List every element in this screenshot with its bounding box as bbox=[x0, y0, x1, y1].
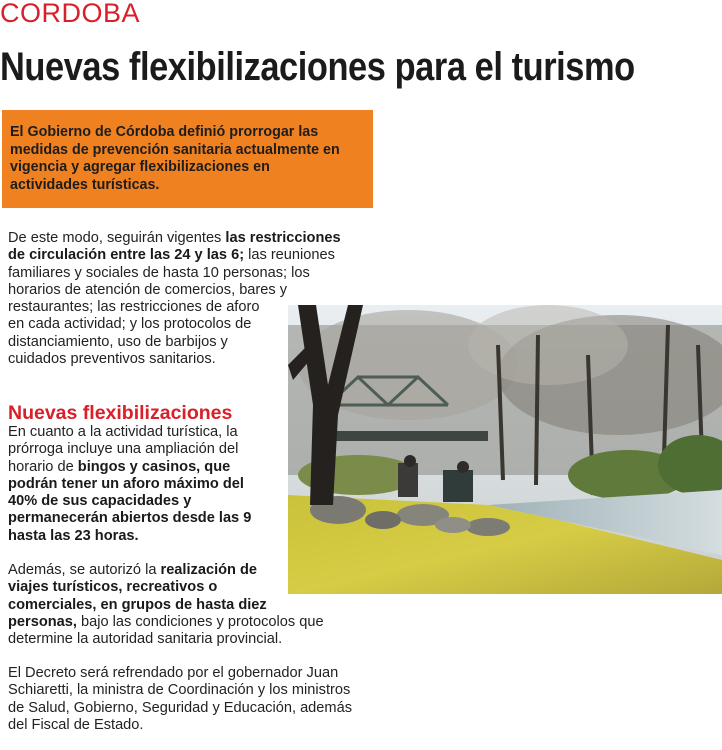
text-line: Schiaretti, la ministra de Coordinación y los ministros bbox=[8, 682, 351, 699]
bold-line: hasta las 23 horas. bbox=[8, 527, 139, 544]
text-line: de Salud, Gobierno, Seguridad y Educación, además bbox=[8, 699, 352, 716]
text: bajo las condiciones y protocolos que bbox=[76, 613, 324, 630]
text-line: En cuanto a la actividad turística, la bbox=[8, 424, 238, 440]
section-subhead: Nuevas flexibilizaciones bbox=[8, 402, 233, 424]
text: horario de bbox=[8, 458, 78, 475]
summary-line: El Gobierno de Córdoba definió prorrogar las bbox=[10, 124, 319, 140]
text: De este modo, seguirán vigentes bbox=[8, 230, 226, 246]
bold-text: personas, bbox=[8, 613, 77, 630]
bold-line: viajes turísticos, recreativos o bbox=[8, 579, 218, 596]
bold-line: podrán tener un aforo máximo del bbox=[8, 475, 244, 492]
text: Además, se autorizó la bbox=[8, 562, 161, 578]
summary-text bbox=[10, 124, 365, 194]
text-line: distanciamiento, uso de barbijos y bbox=[8, 333, 228, 350]
summary-line: vigencia y agregar flexibilizaciones en bbox=[10, 159, 270, 175]
text-line: del Fiscal de Estado. bbox=[8, 716, 144, 733]
bold-line: permanecerán abiertos desde las 9 bbox=[8, 510, 252, 527]
bold-text: las restricciones bbox=[225, 230, 341, 246]
section-label: CORDOBA bbox=[0, 0, 141, 28]
bold-text: realización de bbox=[160, 562, 258, 578]
summary-line: medidas de prevención sanitaria actualmente en bbox=[10, 141, 340, 158]
park-photo bbox=[288, 305, 722, 594]
text-line: restaurantes; las restricciones de aforo bbox=[8, 299, 260, 316]
summary-line: actividades turísticas. bbox=[10, 176, 160, 193]
text-line: El Decreto será refrendado por el gobernador Juan bbox=[8, 665, 339, 681]
text-line: en cada actividad; y los protocolos de bbox=[8, 316, 252, 333]
bold-text: bingos y casinos, que bbox=[77, 458, 231, 475]
text-line: prórroga incluye una ampliación del bbox=[8, 441, 239, 458]
text: las reuniones bbox=[244, 247, 335, 264]
text-line: cuidados preventivos sanitarios. bbox=[8, 351, 216, 368]
text-line: determine la autoridad sanitaria provincial. bbox=[8, 631, 283, 648]
summary-box bbox=[2, 110, 373, 208]
paragraph-decree bbox=[8, 665, 378, 734]
text-line: horarios de atención de comercios, bares y bbox=[8, 281, 288, 298]
article-headline: Nuevas flexibilizaciones para el turismo bbox=[0, 45, 635, 89]
bold-text: de circulación entre las 24 y las 6; bbox=[8, 247, 245, 264]
bold-line: 40% de sus capacidades y bbox=[8, 493, 192, 510]
paragraph-tourism bbox=[8, 424, 288, 545]
paragraph-trips bbox=[8, 562, 353, 648]
bold-line: comerciales, en grupos de hasta diez bbox=[8, 596, 267, 613]
text-line: familiares y sociales de hasta 10 personas; los bbox=[8, 264, 310, 281]
